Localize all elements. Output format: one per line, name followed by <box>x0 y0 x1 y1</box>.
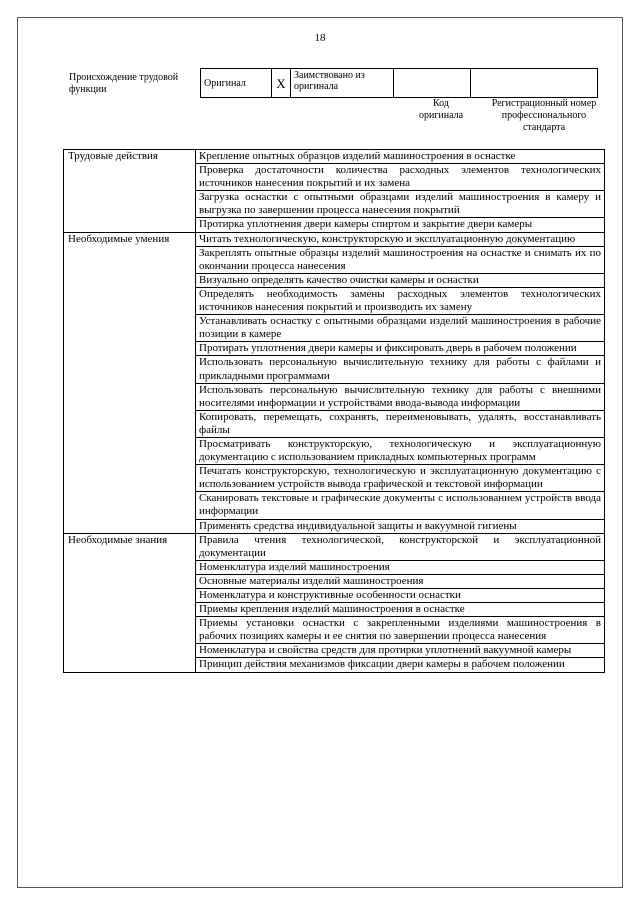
section-item: Копировать, перемещать, сохранять, переименовывать, удалять, восстанавливать файлы <box>196 410 605 437</box>
section-item: Использовать персональную вычислительную технику для работы с внешними носителями информации и устройствами ввода-вывода информации <box>196 383 605 410</box>
section-item: Основные материалы изделий машиностроения <box>196 574 605 588</box>
section-item: Читать технологическую, конструкторскую и эксплуатационную документацию <box>196 232 605 246</box>
section-item: Приемы установки оснастки с закрепленными изделиями машиностроения в рабочих позициях камеры и ее снятия по завершении процесса нанесения <box>196 617 605 644</box>
section-item: Использовать персональную вычислительную технику для работы с файлами и прикладными программами <box>196 356 605 383</box>
section-item: Протирка уплотнения двери камеры спиртом и закрытие двери камеры <box>196 218 605 232</box>
functions-table <box>63 149 605 673</box>
section-item: Печатать конструкторскую, технологическую и эксплуатационную документацию с использованием устройств вывода графической и текстовой информации <box>196 465 605 492</box>
section-item: Закреплять опытные образцы изделий машиностроения на оснастке и снимать их по окончании процесса нанесения <box>196 246 605 273</box>
section-item: Устанавливать оснастку с опытными образцами изделий машиностроения в рабочие позиции в камере <box>196 315 605 342</box>
table-row <box>64 232 605 246</box>
section-item: Проверка достаточности количества расходных элементов технологических источников нанесения покрытий и их замена <box>196 164 605 191</box>
page-number: 18 <box>314 32 326 44</box>
section-item: Визуально определять качество очистки камеры и оснастки <box>196 273 605 287</box>
section-title: Трудовые действия <box>64 150 196 233</box>
code-value-cell <box>394 69 471 98</box>
section-item: Загрузка оснастки с опытными образцами изделий машиностроения в камеру и выгрузка по завершении процесса нанесения покрытий <box>196 191 605 218</box>
section-item: Сканировать текстовые и графические документы с использованием устройств ввода информации <box>196 492 605 519</box>
origin-table <box>200 68 598 98</box>
registration-caption: Регистрационный номер профессионального стандарта <box>491 98 597 133</box>
code-caption: Код оригинала <box>418 98 464 121</box>
section-title: Необходимые умения <box>64 232 196 533</box>
section-item: Принцип действия механизмов фиксации двери камеры в рабочем положении <box>196 658 605 672</box>
section-item: Протирать уплотнения двери камеры и фиксировать дверь в рабочем положении <box>196 342 605 356</box>
functions-table-body <box>64 150 605 673</box>
section-item: Номенклатура изделий машиностроения <box>196 560 605 574</box>
section-item: Крепление опытных образцов изделий машиностроения в оснастке <box>196 150 605 164</box>
origin-label: Происхождение трудовой функции <box>69 72 179 95</box>
section-item: Приемы крепления изделий машиностроения в оснастке <box>196 603 605 617</box>
section-item: Правила чтения технологической, конструкторской и эксплуатационной документации <box>196 533 605 560</box>
table-row <box>64 150 605 164</box>
section-item: Просматривать конструкторскую, технологическую и эксплуатационную документацию с использованием прикладных компьютерных программ <box>196 437 605 464</box>
section-item: Применять средства индивидуальной защиты и вакуумной гигиены <box>196 519 605 533</box>
original-label: Оригинал <box>201 69 272 98</box>
registration-value-cell <box>471 69 598 98</box>
section-item: Номенклатура и конструктивные особенности оснастки <box>196 589 605 603</box>
section-title: Необходимые знания <box>64 533 196 672</box>
table-row <box>64 533 605 560</box>
section-item: Номенклатура и свойства средств для протирки уплотнений вакуумной камеры <box>196 644 605 658</box>
section-item: Определять необходимость замены расходных элементов технологических источников нанесения покрытий и производить их замену <box>196 287 605 314</box>
original-mark: X <box>272 69 291 98</box>
borrowed-label: Заимствовано из оригинала <box>291 69 394 98</box>
